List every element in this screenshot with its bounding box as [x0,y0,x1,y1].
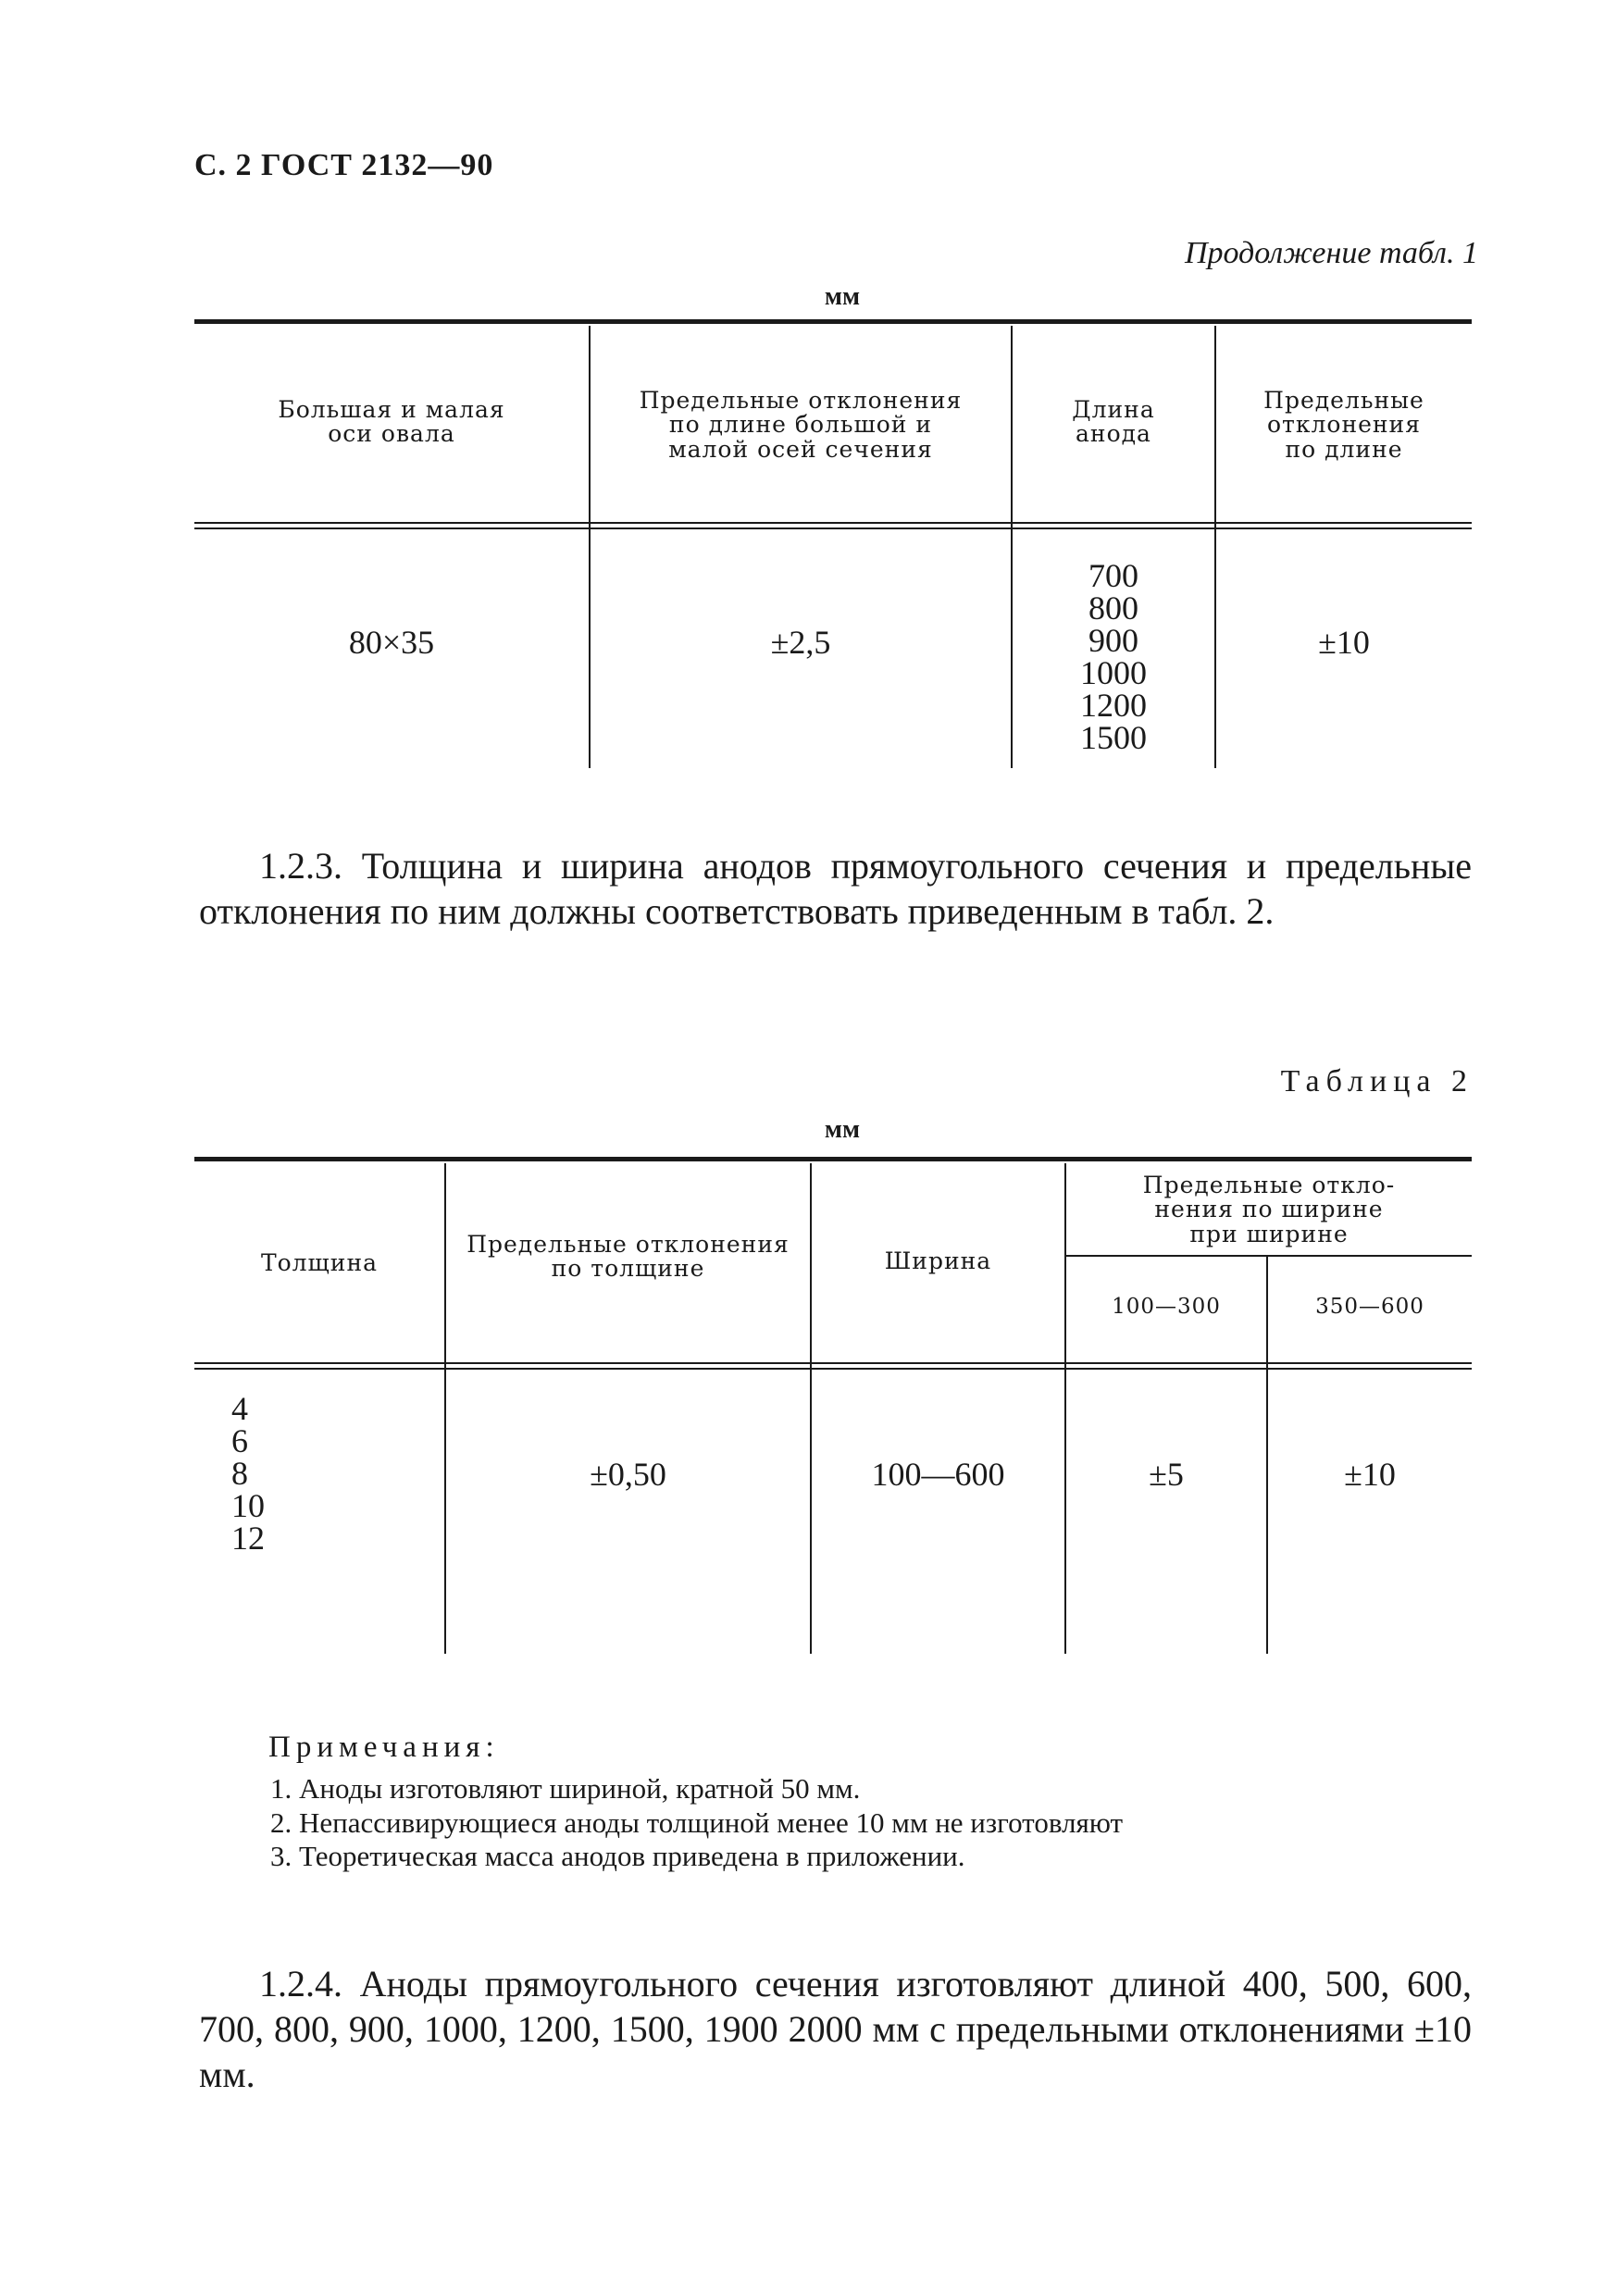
table1-length-value: 900 [1088,622,1138,659]
table2-thickness-value: 6 [231,1422,248,1459]
table2-cell-tol-350-600: ±10 [1344,1456,1396,1493]
table1-length-value: 800 [1088,590,1138,627]
table2-header-thickness-tol: Предельные отклонения по толщине [466,1231,790,1283]
table2-top-rule [194,1157,1472,1161]
table1-length-value: 700 [1088,557,1138,594]
table2-thickness-value: 4 [231,1390,248,1427]
table2-unit: мм [824,1115,861,1144]
table1-header-rule-b [194,527,1472,529]
table2-subheader-100-300: 100—300 [1112,1295,1221,1319]
table1-cell-axes: 80×35 [348,624,435,661]
table2-cell-width: 100—600 [871,1456,1005,1493]
notes-title: Примечания: [268,1731,500,1764]
table2-header-rule-a [194,1362,1472,1364]
table2-cell-thickness-tol: ±0,50 [590,1456,666,1493]
table1-header-axes: Большая и малая оси овала [278,396,505,448]
page-header: С. 2 ГОСТ 2132—90 [194,148,494,182]
table2-thickness-value: 10 [231,1487,265,1524]
table1-cell-length-tol: ±10 [1318,624,1370,661]
table2-thickness-list [231,1390,305,1557]
table2-header-width-tol: Предельные откло- нения по ширине при ширине [1142,1172,1396,1247]
note-item: 2. Непассивирующиеся аноды толщиной менее 10 мм не изготовляют [270,1806,1124,1839]
note-item: 3. Теоретическая масса анодов приведена в приложении. [270,1840,965,1873]
table2-thickness-value: 12 [231,1520,265,1557]
table2-cell-tol-100-300: ±5 [1149,1456,1184,1493]
note-item: 1. Аноды изготовляют шириной, кратной 50 мм. [270,1772,861,1805]
notes-list [270,1772,1474,1874]
paragraph-1-2-4: 1.2.4. Аноды прямоугольного сечения изготовляют длиной 400, 500, 600, 700, 800, 900, 1000, 1200, 1500, 1900 2000 мм с предельными отклонениями ±10 мм. [199,1963,1472,2095]
table1-header-length-tol: Предельные отклонения по длине [1263,387,1424,463]
table2-thickness-value: 8 [231,1455,248,1492]
table1-length-value: 1500 [1080,719,1147,756]
table2-subheader-rule [1064,1255,1472,1257]
table1-top-rule [194,319,1472,324]
table1-caption: Продолжение табл. 1 [1184,236,1478,270]
table1-length-value: 1200 [1080,687,1147,724]
table2-header-thickness: Толщина [260,1249,379,1276]
table1-length-value: 1000 [1080,654,1147,691]
table1-length-list [1013,557,1214,756]
table1-header-length: Длина анода [1072,396,1155,448]
table2-header-width: Ширина [884,1247,992,1274]
table2-header-rule-b [194,1368,1472,1370]
table1-header-axes-tol: Предельные отклонения по длине большой и малой осей сечения [639,387,963,463]
paragraph-1-2-3: 1.2.3. Толщина и ширина анодов прямоугольного сечения и предельные отклонения по ним должны соответствовать приведенным в табл. 2. [199,845,1472,932]
table2-caption: Таблица 2 [1280,1064,1474,1098]
table1-cell-axes-tol: ±2,5 [770,624,831,661]
table1-unit: мм [824,282,861,311]
table2-subheader-350-600: 350—600 [1315,1295,1424,1319]
table1-header-rule-a [194,522,1472,524]
table2-vline-2 [810,1163,812,1654]
